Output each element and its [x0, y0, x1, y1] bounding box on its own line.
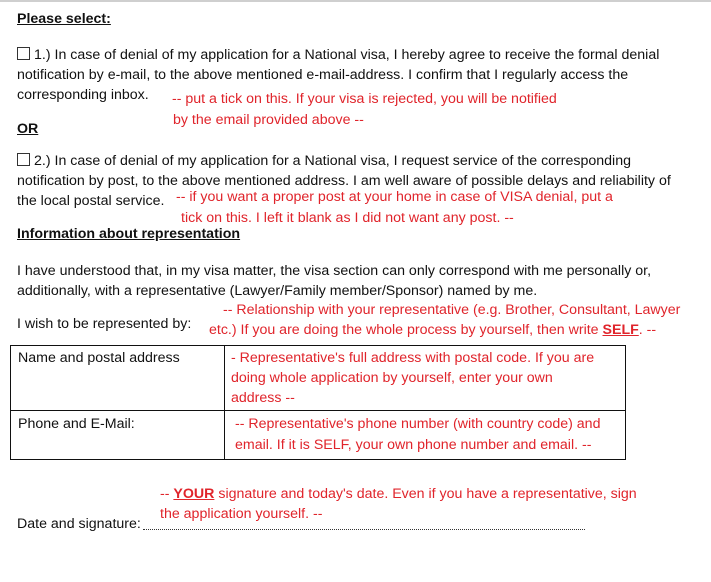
- option1-line1: 1.) In case of denial of my application for a National visa, I hereby agree to receive the formal denial: [17, 45, 659, 65]
- name-address-field[interactable]: [225, 346, 626, 411]
- option1-line2: notification by e-mail, to the above mentioned e-mail-address. I confirm that I regularly access the: [17, 67, 629, 83]
- option1-note-line2: by the email provided above --: [173, 112, 364, 128]
- table-row-name-address: [11, 346, 626, 411]
- representation-heading: Information about representation: [17, 226, 241, 242]
- self-emphasis: SELF: [602, 322, 639, 338]
- represented-by-note-line2: etc.) If you are doing the whole process by yourself, then write SELF. --: [209, 322, 657, 338]
- option1-note-line1: -- put a tick on this. If your visa is rejected, you will be notified: [172, 91, 557, 107]
- signature-note-line1: -- YOUR signature and today's date. Even if you have a representative, sign: [160, 486, 637, 502]
- name-address-label-cell: [11, 346, 225, 411]
- name-address-note-line1: - Representative's full address with postal code. If you are: [231, 350, 595, 366]
- option2-line1: 2.) In case of denial of my application for a National visa, I request service of the corresponding: [17, 151, 631, 171]
- date-signature-line[interactable]: [143, 517, 585, 530]
- option1-checkbox[interactable]: [17, 47, 30, 60]
- top-rule: [0, 0, 711, 2]
- representation-para-line1: I have understood that, in my visa matter, the visa section can only correspond with me personally or,: [17, 263, 652, 279]
- signature-note-line2: the application yourself. --: [160, 506, 323, 522]
- represented-by-label: I wish to be represented by:: [17, 316, 192, 332]
- representative-table: [10, 345, 626, 460]
- name-address-label: Name and postal address: [18, 350, 180, 366]
- page-heading: Please select:: [17, 11, 111, 27]
- or-label: OR: [17, 121, 39, 137]
- option1-line3: corresponding inbox.: [17, 87, 149, 103]
- name-address-note-line3: address --: [231, 390, 295, 406]
- date-signature-row: [17, 514, 585, 534]
- date-signature-label: Date and signature:: [17, 516, 141, 532]
- phone-email-label: Phone and E-Mail:: [18, 416, 135, 432]
- phone-email-field[interactable]: [225, 411, 626, 460]
- phone-email-note-line2: email. If it is SELF, your own phone number and email. --: [235, 437, 592, 453]
- option2-checkbox[interactable]: [17, 153, 30, 166]
- name-address-note-line2: doing whole application by yourself, enter your own: [231, 370, 553, 386]
- option2-line3: the local postal service.: [17, 193, 165, 209]
- represented-by-note-line1: -- Relationship with your representative (e.g. Brother, Consultant, Lawyer: [223, 302, 681, 318]
- option2-line2: notification by post, to the above mentioned address. I am well aware of possible delays and reliability of: [17, 173, 671, 189]
- table-row-phone-email: [11, 411, 626, 460]
- phone-email-note-line1: -- Representative's phone number (with country code) and: [235, 416, 601, 432]
- phone-email-label-cell: [11, 411, 225, 460]
- option2-note-line2: tick on this. I left it blank as I did not want any post. --: [181, 210, 514, 226]
- your-emphasis: YOUR: [173, 486, 215, 502]
- representation-para-line2: additionally, with a representative (Lawyer/Family member/Sponsor) named by me.: [17, 283, 538, 299]
- option2-note-line1: -- if you want a proper post at your home in case of VISA denial, put a: [176, 189, 613, 205]
